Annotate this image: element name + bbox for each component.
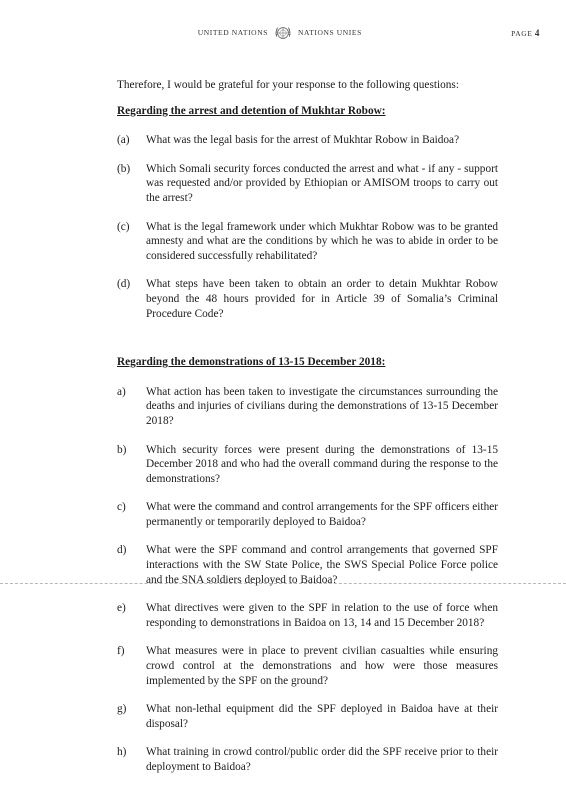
header-left-text: UNITED NATIONS [197,28,268,37]
list-item [117,133,498,148]
list-item [117,644,498,688]
item-marker: (d) [117,278,131,291]
un-emblem-icon [274,24,292,42]
section-heading-demonstrations: Regarding the demonstrations of 13-15 December 2018: [117,356,386,369]
item-marker: (c) [117,220,130,233]
list-item [117,162,498,206]
item-text: What steps have been taken to obtain an order to detain Mukhtar Robow beyond the 48 hours provided for in Article 39 of Somalia’s Criminal Procedure Code? [146,278,498,320]
letter-body [117,78,498,789]
item-marker: g) [117,703,127,716]
list-item [117,500,498,529]
list-item [117,385,498,429]
list-item [117,702,498,731]
list-item [117,220,498,264]
item-marker: c) [117,501,126,514]
section-heading-arrest: Regarding the arrest and detention of Mukhtar Robow: [117,104,386,117]
letterhead [0,24,566,44]
list-item [117,543,498,587]
item-text: What was the legal basis for the arrest of Mukhtar Robow in Baidoa? [146,134,460,147]
list-item [117,443,498,487]
item-text: What non-lethal equipment did the SPF deployed in Baidoa have at their disposal? [146,703,498,730]
list-item [117,745,498,774]
item-text: What is the legal framework under which Mukhtar Robow was to be granted amnesty and what are the conditions by which he was to abide in order to be considered successfully rehabilitated? [146,220,498,262]
item-text: What directives were given to the SPF in relation to the use of force when responding to demonstrations in Baidoa on 13, 14 and 15 December 2018? [146,602,498,629]
item-text: What were the SPF command and control arrangements that governed SPF interactions with the SW State Police, the SWS Special Police Force police and the SNA soldiers deployed to Baidoa? [146,544,498,586]
list-item [117,277,498,321]
item-marker: (b) [117,162,131,175]
item-marker: d) [117,544,127,557]
item-text: What measures were in place to prevent civilian casualties while ensuring crowd control at the demonstrations and how were those measures implemented by the SPF on the ground? [146,645,498,687]
item-marker: h) [117,746,127,759]
page-label: PAGE [511,29,533,38]
item-text: What training in crowd control/public order did the SPF receive prior to their deployment to Baidoa? [146,746,498,773]
page-number [511,28,540,38]
header-right-text: NATIONS UNIES [298,28,362,37]
item-marker: e) [117,602,126,615]
item-marker: (a) [117,134,130,147]
item-text: Which Somali security forces conducted the arrest and what - if any - support was requested and/or provided by Ethiopian or AMISOM troops to carry out the arrest? [146,162,498,204]
page-number-value: 4 [534,28,540,38]
item-text: What action has been taken to investigate the circumstances surrounding the deaths and injuries of civilians during the demonstrations of 13-15 December 2018? [146,385,498,427]
item-marker: a) [117,385,126,398]
list-item [117,601,498,630]
intro-paragraph: Therefore, I would be grateful for your response to the following questions: [117,79,459,91]
item-text: What were the command and control arrangements for the SPF officers either permanently or temporarily deployed to Baidoa? [146,501,498,528]
item-text: Which security forces were present during the demonstrations of 13-15 December 2018 and who had the overall command during the response to the demonstrations? [146,443,498,485]
item-marker: f) [117,645,125,658]
item-marker: b) [117,443,127,456]
